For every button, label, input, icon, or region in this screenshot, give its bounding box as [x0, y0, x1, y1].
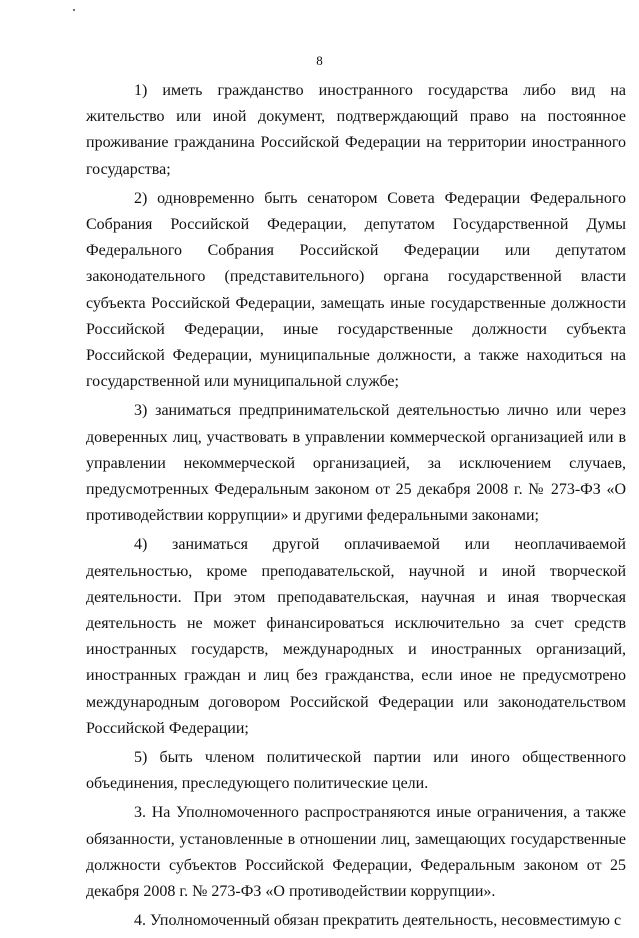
- page-number: 8: [316, 53, 323, 68]
- paragraph-6: 3. На Уполномоченного распространяются иные ограничения, а также обязанности, установленные в отношении лиц, замещающих государственные должности субъектов Российской Федерации, Федеральным законом от 25 декабря 2008 г. № 273-ФЗ «О противодействии коррупции».: [86, 804, 626, 901]
- paragraph-2: 2) одновременно быть сенатором Совета Федерации Федерального Собрания Российской Федерации, депутатом Государственной Думы Федерального Собрания Российской Федерации или депутатом законодательного (представительного) органа государственной власти субъекта Российской Федерации, замещать иные государственные должности Российской Федерации, иные государственные должности субъекта Российской Федерации, муниципальные должности, а также находиться на государственной или муниципальной службе;: [86, 189, 626, 391]
- scan-artifact: [73, 9, 75, 11]
- paragraph-1: 1) иметь гражданство иностранного государства либо вид на жительство или иной документ, подтверждающий право на постоянное проживание гражданина Российской Федерации на территории иностранного государства;: [86, 82, 626, 178]
- paragraph-7: 4. Уполномоченный обязан прекратить деятельность, несовместимую с: [134, 912, 622, 930]
- document-body: [86, 78, 626, 938]
- paragraph-4: 4) заниматься другой оплачиваемой или неоплачиваемой деятельностью, кроме преподавательской, научной и иной творческой деятельности. При этом преподавательская, научная и иная творческая деятельность не может финансироваться исключительно за счет средств иностранных государств, международных и иностранных организаций, иностранных граждан и лиц без гражданства, если иное не предусмотрено международным договором Российской Федерации или законодательством Российской Федерации;: [86, 536, 626, 737]
- paragraph-3: 3) заниматься предпринимательской деятельностью лично или через доверенных лиц, участвовать в управлении коммерческой организацией или в управлении некоммерческой организацией, за исключением случаев, предусмотренных Федеральным законом от 25 декабря 2008 г. № 273-ФЗ «О противодействии коррупции» и другими федеральными законами;: [86, 402, 626, 525]
- paragraph-5: 5) быть членом политической партии или иного общественного объединения, преследующего политические цели.: [86, 749, 626, 793]
